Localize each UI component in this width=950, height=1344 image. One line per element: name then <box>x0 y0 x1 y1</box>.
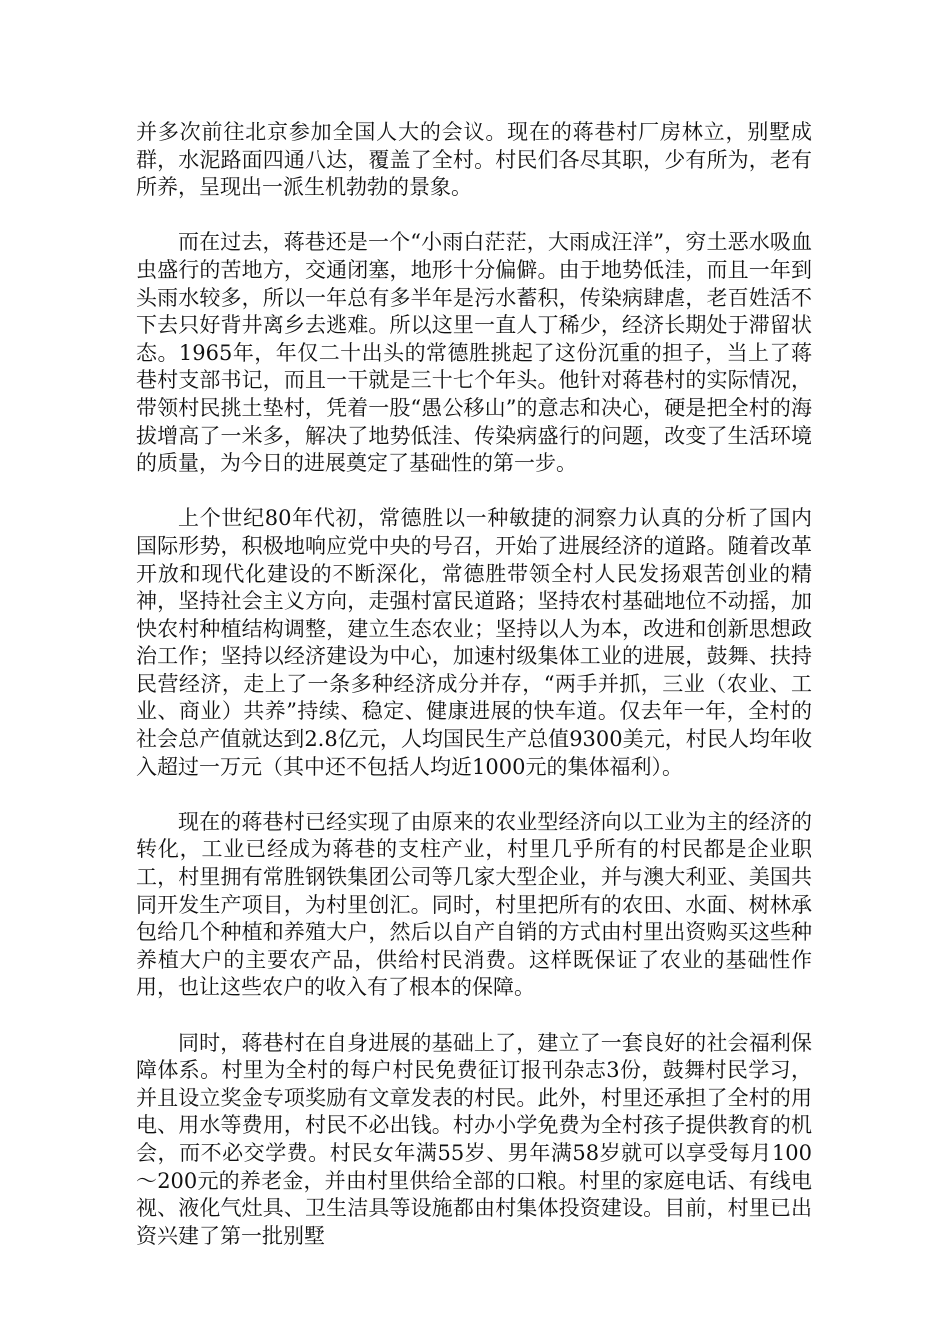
document-page <box>136 119 812 1278</box>
paragraph-5: 同时，蒋巷村在自身进展的基础上了，建立了一套良好的社会福利保障体系。村里为全村的每户村民免费征订报刊杂志3份，鼓舞村民学习，并且设立奖金专项奖励有文章发表的村民。此外，村里还承担了全村的用电、用水等费用，村民不必出钱。村办小学免费为全村孩子提供教育的机会，而不必交学费。村民女年满55岁、男年满58岁就可以享受每月100～200元的养老金，并由村里供给全部的口粮。村里的家庭电话、有线电视、液化气灶具、卫生洁具等设施都由村集体投资建设。目前，村里已出资兴建了第一批别墅 <box>136 1030 812 1248</box>
paragraph-1: 并多次前往北京参加全国人大的会议。现在的蒋巷村厂房林立，别墅成群，水泥路面四通八达，覆盖了全村。村民们各尽其职，少有所为，老有所养，呈现出一派生机勃勃的景象。 <box>136 120 812 200</box>
paragraph-2: 而在过去，蒋巷还是一个“小雨白茫茫，大雨成汪洋”，穷土恶水吸血虫盛行的苦地方，交通闭塞，地形十分偏僻。由于地势低洼，而且一年到头雨水较多，所以一年总有多半年是污水蓄积，传染病肆虐，老百姓活不下去只好背井离乡去逃难。所以这里一直人丁稀少，经济长期处于滞留状态。1965年，年仅二十出头的常德胜挑起了这份沉重的担子，当上了蒋巷村支部书记，而且一干就是三十七个年头。他针对蒋巷村的实际情况，带领村民挑土垫村，凭着一股“愚公移山”的意志和决心，硬是把全村的海拔增高了一米多，解决了地势低洼、传染病盛行的问题，改变了生活环境的质量，为今日的进展奠定了基础性的第一步。 <box>136 230 812 476</box>
paragraph-3: 上个世纪80年代初，常德胜以一种敏捷的洞察力认真的分析了国内国际形势，积极地响应党中央的号召，开始了进展经济的道路。随着改革开放和现代化建设的不断深化，常德胜带领全村人民发扬艰苦创业的精神，坚持社会主义方向，走强村富民道路；坚持农村基础地位不动摇，加快农村种植结构调整，建立生态农业；坚持以人为本，改进和创新思想政治工作；坚持以经济建设为中心，加速村级集体工业的进展，鼓舞、扶持民营经济，走上了一条多种经济成分并存，“两手并抓，三业（农业、工业、商业）共养”持续、稳定、健康进展的快车道。仅去年一年，全村的社会总产值就达到2.8亿元，人均国民生产总值9300美元，村民人均年收入超过一万元（其中还不包括人均近1000元的集体福利）。 <box>136 506 812 779</box>
paragraph-4: 现在的蒋巷村已经实现了由原来的农业型经济向以工业为主的经济的转化，工业已经成为蒋巷的支柱产业，村里几乎所有的村民都是企业职工，村里拥有常胜钢铁集团公司等几家大型企业，并与澳大利亚、美国共同开发生产项目，为村里创汇。同时，村里把所有的农田、水面、树林承包给几个种植和养殖大户，然后以自产自销的方式由村里出资购买这些种养植大户的主要农产品，供给村民消费。这样既保证了农业的基础性作用，也让这些农户的收入有了根本的保障。 <box>136 809 812 1000</box>
